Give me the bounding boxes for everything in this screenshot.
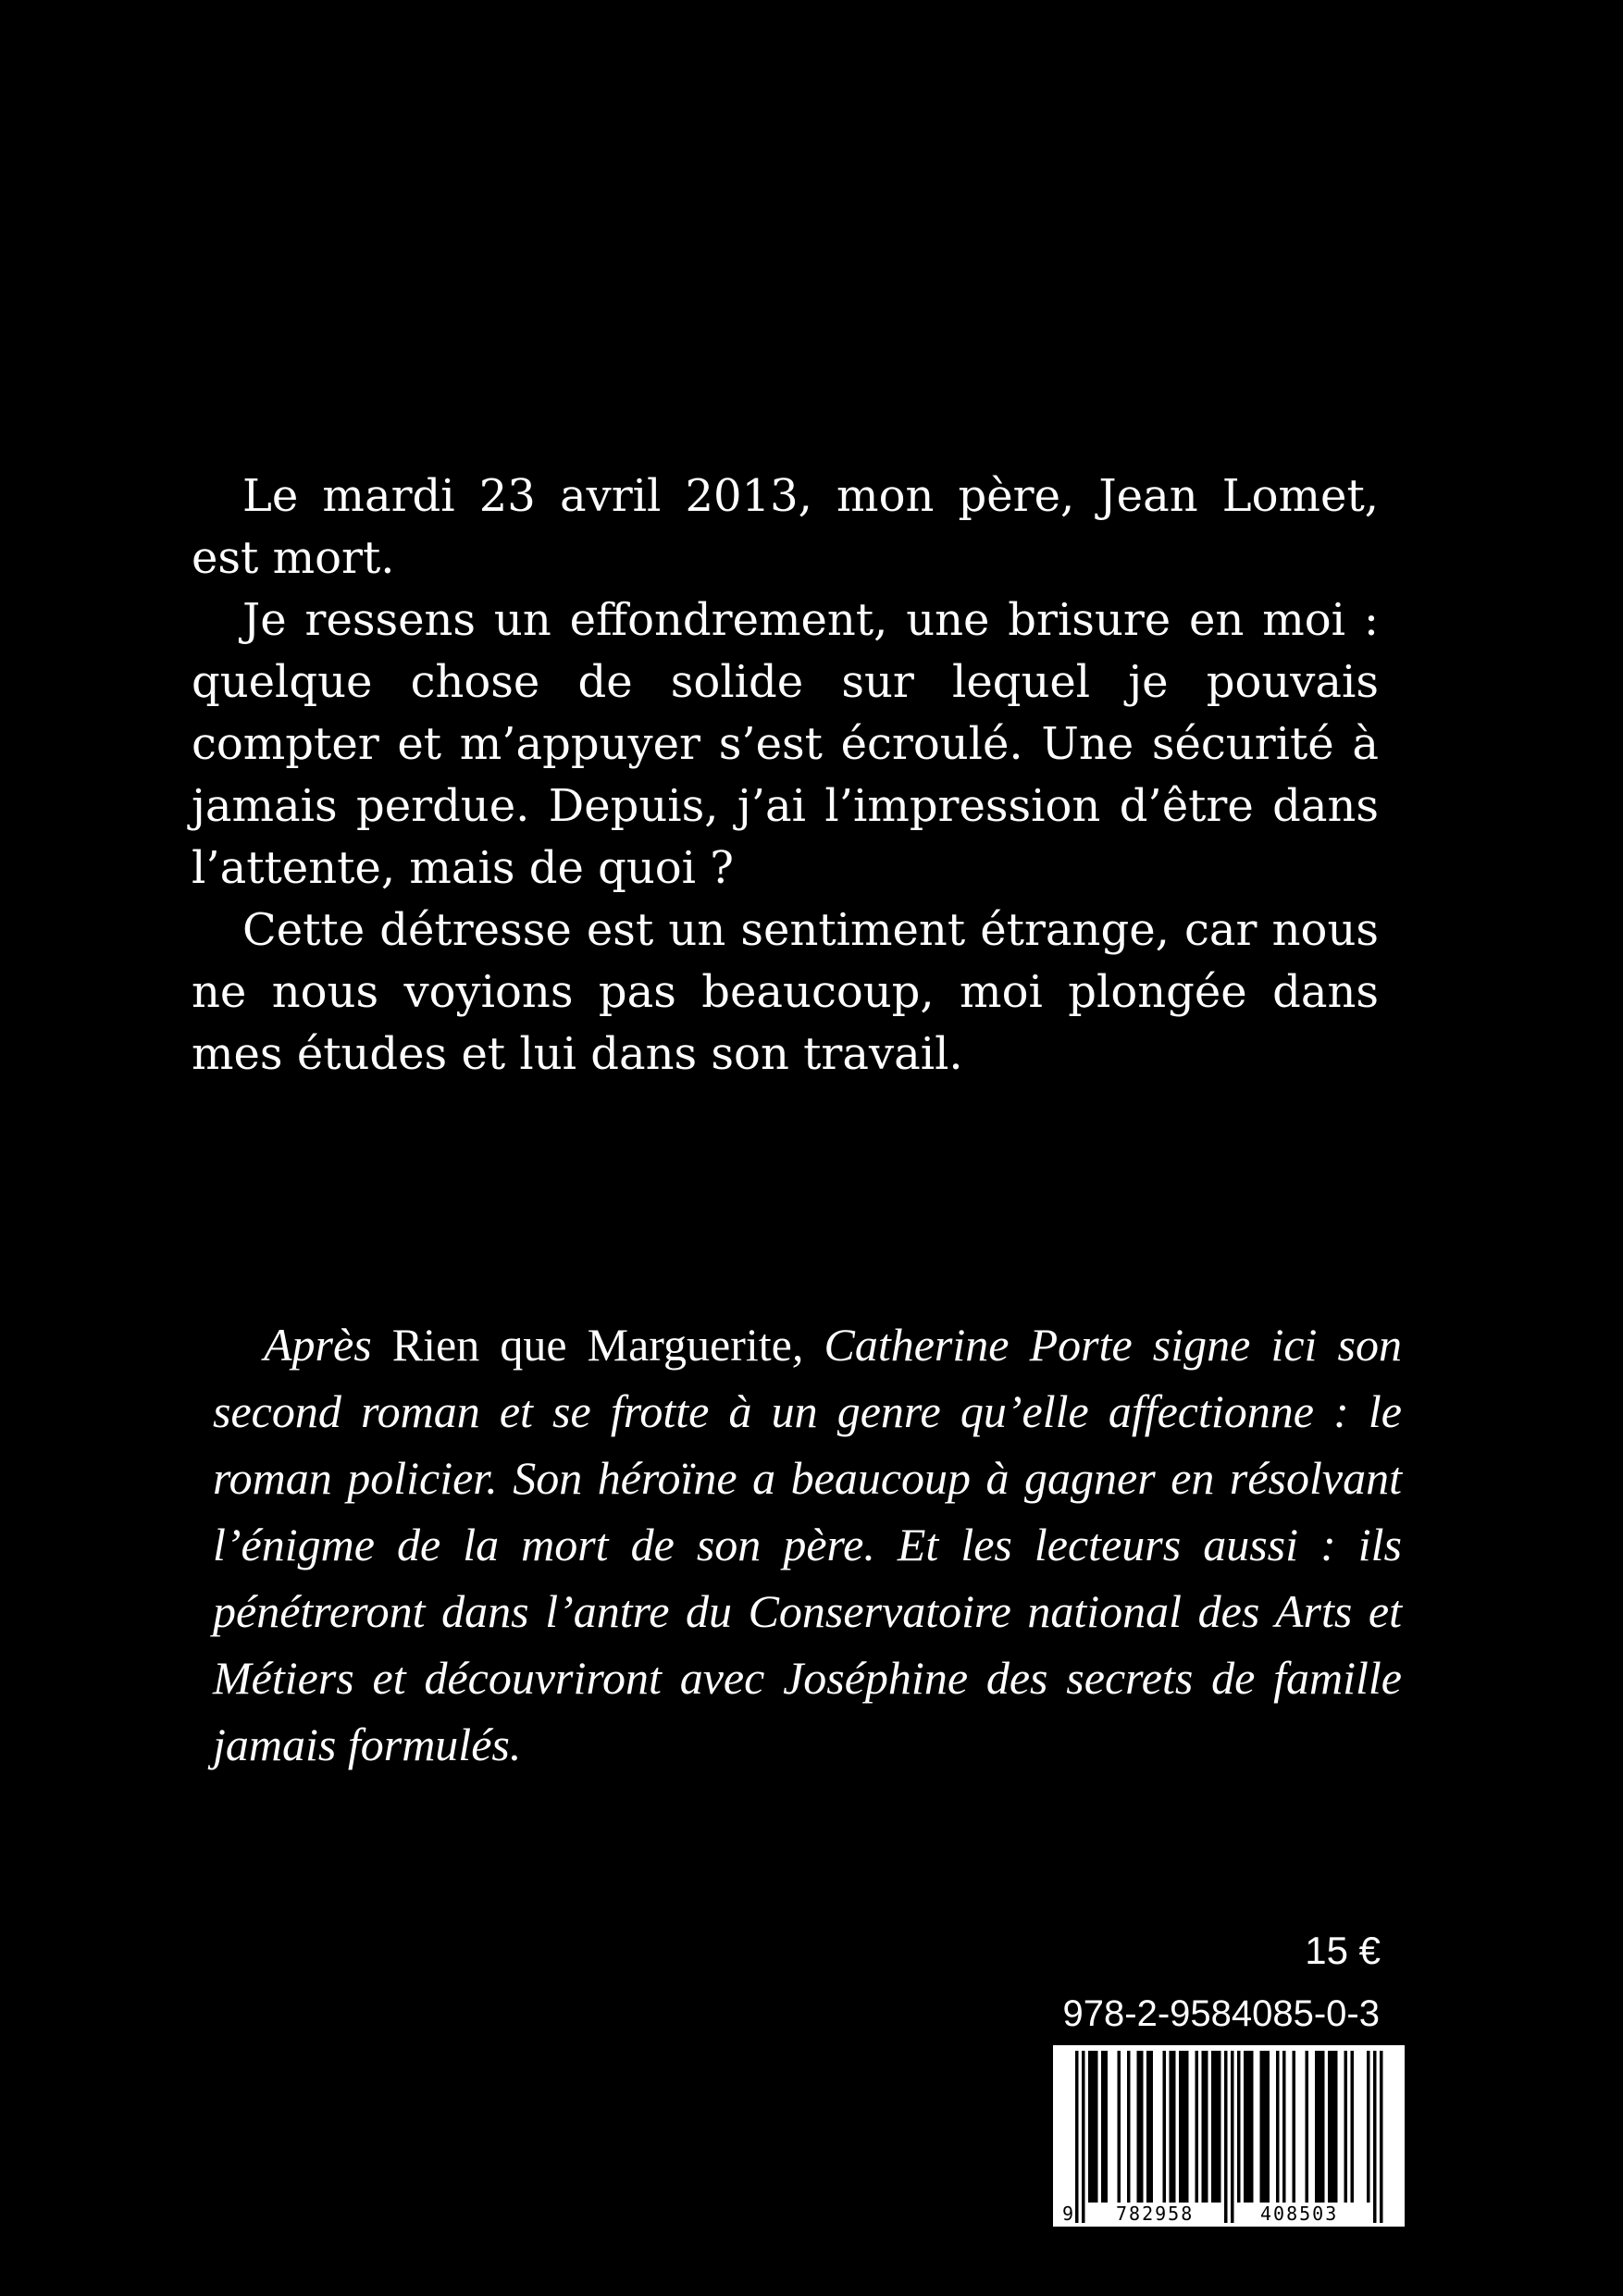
barcode-bar xyxy=(1263,2051,1267,2203)
barcode-bar xyxy=(1140,2051,1144,2203)
barcode-bar xyxy=(1224,2051,1228,2223)
isbn-barcode xyxy=(1053,2045,1405,2227)
barcode-bar xyxy=(1380,2051,1383,2223)
barcode-bar xyxy=(1163,2051,1167,2203)
blurb-paragraph xyxy=(213,1311,1402,1778)
barcode-bar xyxy=(1334,2051,1338,2203)
barcode-bar xyxy=(1075,2051,1079,2223)
barcode-bar xyxy=(1218,2051,1221,2203)
barcode-bar xyxy=(1170,2051,1173,2203)
barcode-bar xyxy=(1260,2051,1264,2203)
isbn-label: 978-2-9584085-0-3 xyxy=(1062,1993,1380,2034)
barcode-first-digit: 9 xyxy=(1062,2203,1074,2225)
barcode-bars xyxy=(1053,2045,1405,2227)
barcode-bar xyxy=(1118,2051,1121,2203)
barcode-bar xyxy=(1344,2051,1348,2203)
barcode-bar xyxy=(1306,2051,1309,2203)
excerpt-paragraph-3: Cette détresse est un sentiment étrange, car nous ne nous voyions pas beaucoup, moi plongée dans mes études et lui dans son travail. xyxy=(192,904,1379,1080)
barcode-bar xyxy=(1137,2051,1141,2203)
barcode-bar xyxy=(1332,2051,1335,2203)
barcode-bar xyxy=(1315,2051,1319,2203)
barcode-bar xyxy=(1319,2051,1322,2203)
barcode-bar xyxy=(1150,2051,1154,2203)
barcode-bar xyxy=(1293,2051,1296,2203)
barcode-bar xyxy=(1321,2051,1325,2203)
barcode-bar xyxy=(1276,2051,1280,2203)
barcode-bar xyxy=(1105,2051,1109,2203)
barcode-bar xyxy=(1202,2051,1206,2203)
barcode-bar xyxy=(1179,2051,1183,2203)
blurb-body: , Catherine Porte signe ici son second roman et se frotte à un genre qu’elle affectionne : le roman policier. Son héroïne a beaucoup à gagner en résolvant l’énigme de la mort de son père. Et les lecteurs aussi : ils pénétreront dans l’antre du Conservatoire national des Arts et Métiers et découvriront avec Joséphine des secrets de famille jamais formulés. xyxy=(213,1319,1403,1770)
barcode-bar xyxy=(1088,2051,1092,2203)
barcode-bar xyxy=(1211,2051,1215,2203)
barcode-bar xyxy=(1205,2051,1208,2203)
barcode-bar xyxy=(1351,2051,1355,2203)
barcode-bar xyxy=(1101,2051,1105,2203)
barcode-left-group: 782958 xyxy=(1116,2203,1195,2225)
barcode-bar xyxy=(1367,2051,1370,2203)
barcode-bar xyxy=(1185,2051,1189,2203)
barcode-bar xyxy=(1328,2051,1332,2203)
barcode-bar xyxy=(1146,2051,1150,2203)
barcode-digits xyxy=(1053,2203,1405,2225)
price-label: 15 € xyxy=(1305,1929,1381,1972)
excerpt-paragraph-1: Le mardi 23 avril 2013, mon père, Jean Lomet, est mort. xyxy=(192,470,1379,584)
barcode-bar xyxy=(1373,2051,1377,2223)
barcode-bar xyxy=(1183,2051,1186,2203)
barcode-bar xyxy=(1092,2051,1096,2203)
barcode-right-group: 408503 xyxy=(1260,2203,1339,2225)
barcode-bar xyxy=(1282,2051,1286,2203)
barcode-bar xyxy=(1231,2051,1234,2223)
barcode-bar xyxy=(1196,2051,1199,2203)
barcode-bar xyxy=(1172,2051,1176,2203)
author-blurb xyxy=(213,1311,1402,1778)
excerpt-text xyxy=(192,465,1379,1086)
blurb-apres: Après xyxy=(264,1319,372,1371)
barcode-bar xyxy=(1247,2051,1251,2203)
barcode-bar xyxy=(1095,2051,1098,2203)
excerpt-paragraph-2: Je ressens un effondrement, une brisure en moi : quelque chose de solide sur lequel je pouvais compter et m’appuyer s’est écroulé. Une sécurité à jamais perdue. Depuis, j’ai l’impression d’être dans l’attente, mais de quoi ? xyxy=(192,594,1379,894)
barcode-bar xyxy=(1244,2051,1247,2203)
barcode-bar xyxy=(1127,2051,1131,2203)
barcode-bar xyxy=(1215,2051,1219,2203)
barcode-bar xyxy=(1237,2051,1241,2203)
barcode-bar xyxy=(1250,2051,1254,2203)
barcode-bar xyxy=(1267,2051,1270,2203)
barcode-bar xyxy=(1082,2051,1085,2223)
blurb-previous-title: Rien que Marguerite xyxy=(391,1319,792,1371)
